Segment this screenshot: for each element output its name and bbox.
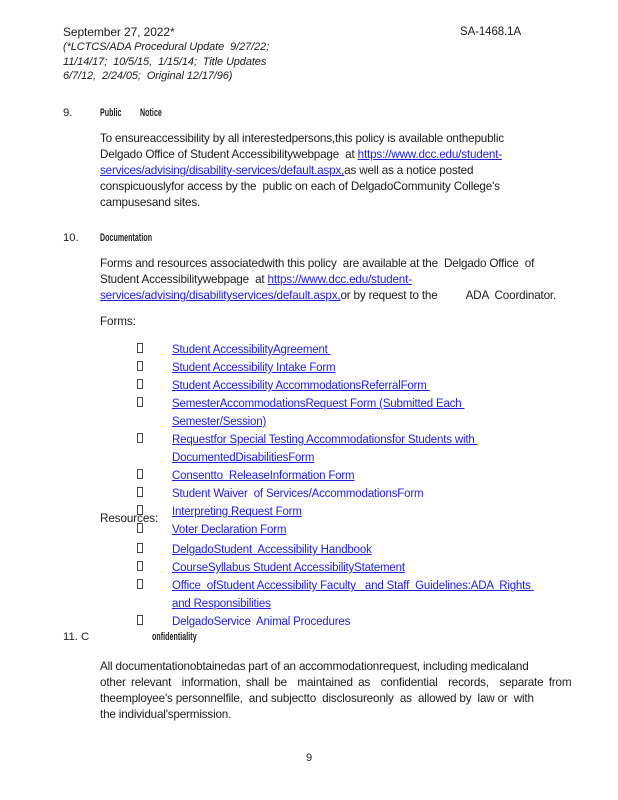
webpage-link-part2[interactable]: services/advising/disabilityservices/default.aspx, (100, 289, 341, 302)
list-item (136, 430, 596, 466)
webpage-link-part2[interactable]: services/advising/disability-services/default.aspx, (100, 164, 345, 177)
paragraph-line (100, 147, 590, 163)
square-bullet-icon (137, 487, 143, 497)
section-11-heading (0, 631, 618, 645)
paragraph-text: as well as a notice posted (344, 164, 474, 177)
paragraph-line (100, 288, 590, 304)
section-10-number: 10. (63, 232, 79, 244)
resources-label: Resources: (100, 512, 159, 525)
list-item (136, 520, 596, 538)
form-link-special-testing-accommodations[interactable]: Requestfor Special Testing Accommodationsfor Students with (172, 434, 478, 446)
revision-line: 6/7/12, 2/24/05; Original 12/17/96) (63, 70, 233, 82)
paragraph-text: Student Accessibilitywebpage at (100, 273, 268, 286)
paragraph-line: To ensureaccessibility by all interestedpersons,this policy is available onthepublic (100, 132, 504, 145)
square-bullet-icon (137, 469, 143, 479)
square-bullet-icon (137, 615, 143, 625)
list-item (136, 612, 596, 630)
section-11-title: onfidentiality (152, 631, 197, 643)
list-item (136, 540, 596, 558)
section-9-heading (0, 107, 618, 121)
header-revision-block (63, 40, 269, 84)
form-link-semester-accommodations-request-form-line2[interactable]: Semester/Session) (172, 416, 267, 428)
list-item (136, 358, 596, 376)
square-bullet-icon (137, 343, 143, 353)
paragraph-line: conspicuouslyfor access by the public on each of DelgadoCommunity College's (100, 180, 500, 193)
form-link-voter-declaration-form[interactable]: Voter Declaration Form (172, 524, 287, 536)
paragraph-text: or by request to the (340, 289, 438, 302)
square-bullet-icon (137, 397, 143, 407)
form-link-consent-to-release-information[interactable]: Consentto ReleaseInformation Form (172, 470, 355, 482)
square-bullet-icon (137, 361, 143, 371)
resource-link-faculty-staff-guidelines-line2[interactable]: and Responsibilities (172, 598, 271, 610)
paragraph-line: Forms and resources associatedwith this policy are available at the Delgado Office of (100, 257, 535, 270)
paragraph-line (100, 163, 590, 179)
square-bullet-icon (137, 543, 143, 553)
forms-list (136, 340, 596, 538)
header-date: September 27, 2022* (63, 25, 175, 39)
form-link-student-accessibility-intake-form[interactable]: Student Accessibility Intake Form (172, 362, 336, 374)
section-9-title-word1: Public (100, 107, 122, 119)
section-11-number: 11. C (63, 631, 90, 643)
webpage-link-part1[interactable]: https://www.dcc.edu/student- (267, 273, 412, 286)
form-link-accommodations-referral-form[interactable]: Student Accessibility AccommodationsReferralForm (172, 380, 430, 392)
form-link-student-waiver-of-services[interactable]: Student Waiver of Services/AccommodationsForm (172, 488, 424, 500)
square-bullet-icon (137, 579, 143, 589)
paragraph-text: Delgado Office of Student Accessibilitywebpage at (100, 148, 358, 161)
section-10-title: Documentation (100, 232, 153, 244)
resource-link-course-syllabus-statement[interactable]: CourseSyllabus Student AccessibilityStatement (172, 562, 405, 574)
revision-line: (*LCTCS/ADA Procedural Update 9/27/22; (63, 41, 270, 53)
square-bullet-icon (137, 433, 143, 443)
section-9-number: 9. (63, 107, 73, 119)
form-link-special-testing-accommodations-line2[interactable]: DocumentedDisabilitiesForm (172, 452, 315, 464)
resource-link-service-animal-procedures[interactable]: DelgadoService Animal Procedures (172, 616, 351, 628)
paragraph-line: campusesand sites. (100, 196, 201, 209)
list-item (136, 502, 596, 520)
revision-line: 11/14/17; 10/5/15, 1/15/14; Title Updates (63, 55, 267, 68)
paragraph-line: All documentationobtainedas part of an accommodationrequest, including medicaland (100, 660, 529, 673)
paragraph-line (100, 272, 590, 288)
list-item (136, 466, 596, 484)
square-bullet-icon (137, 379, 143, 389)
list-item (136, 394, 596, 430)
header-doc-number: SA-1468.1A (460, 26, 522, 38)
resource-link-student-accessibility-handbook[interactable]: DelgadoStudent Accessibility Handbook (172, 544, 372, 556)
list-item (136, 484, 596, 502)
form-link-interpreting-request-form[interactable]: Interpreting Request Form (172, 506, 302, 518)
section-9-title-word2: Notice (140, 107, 162, 119)
list-item (136, 558, 596, 576)
page-number: 9 (305, 752, 313, 764)
resources-list (136, 540, 596, 630)
list-item (136, 376, 596, 394)
paragraph-line: theemployee's personnelfile, and subjectto disclosureonly as allowed by law or with (100, 692, 534, 705)
section-9-paragraph (100, 131, 590, 211)
paragraph-text: ADA Coordinator. (465, 289, 557, 302)
list-item (136, 576, 596, 612)
section-11-paragraph (100, 659, 590, 723)
forms-label: Forms: (100, 315, 136, 328)
square-bullet-icon (137, 561, 143, 571)
form-link-semester-accommodations-request-form[interactable]: SemesterAccommodationsRequest Form (Submitted Each (172, 398, 465, 410)
section-10-heading (0, 232, 618, 246)
paragraph-line: the individual'spermission. (100, 708, 232, 721)
paragraph-line: other relevant information, shall be maintained as confidential records, separate from (100, 676, 572, 689)
form-link-student-accessibility-agreement[interactable]: Student AccessibilityAgreement (172, 344, 331, 356)
list-item (136, 340, 596, 358)
resource-link-faculty-staff-guidelines[interactable]: Office ofStudent Accessibility Faculty and Staff Guidelines:ADA Rights (172, 580, 534, 592)
section-10-paragraph (100, 256, 590, 304)
webpage-link-part1[interactable]: https://www.dcc.edu/student- (357, 148, 503, 161)
